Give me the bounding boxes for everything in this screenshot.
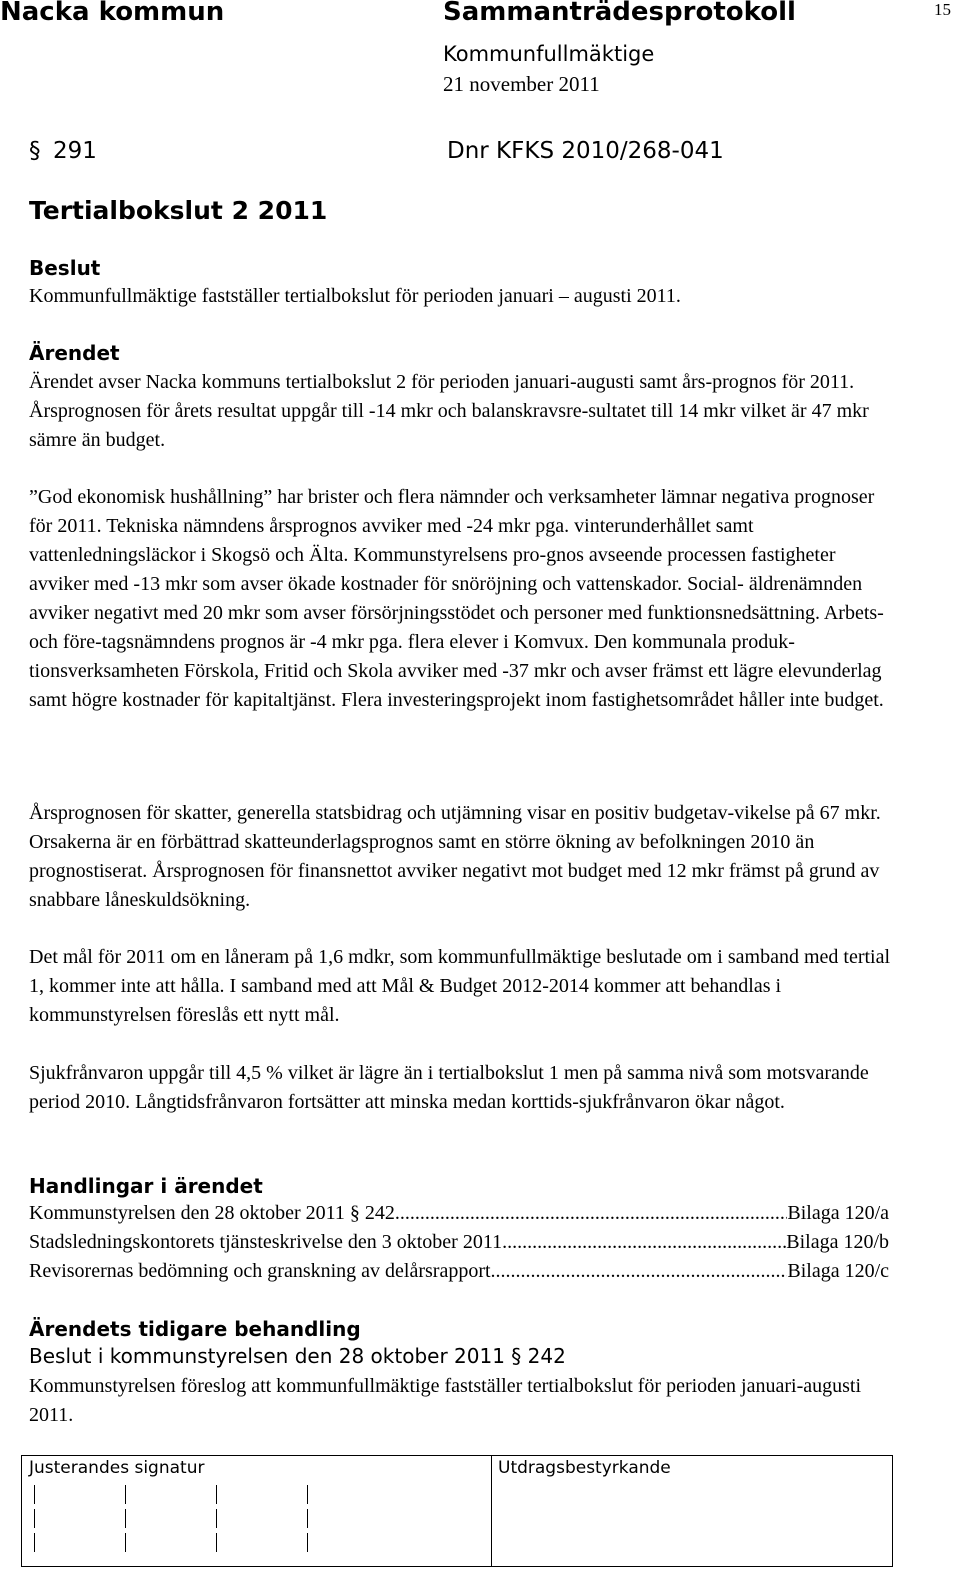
signature-field[interactable] (307, 1485, 308, 1504)
signature-label: Justerandes signatur (29, 1458, 205, 1478)
handling-description: Revisorernas bedömning och granskning av delårsrapport (29, 1260, 491, 1282)
signature-field[interactable] (34, 1533, 35, 1552)
tidigare-subheading: Beslut i kommunstyrelsen den 28 oktober 2011 § 242 (29, 1344, 566, 1368)
item-title: Tertialbokslut 2 2011 (29, 196, 328, 225)
handling-bilaga: Bilaga 120/a (787, 1202, 889, 1224)
handling-description: Stadsledningskontorets tjänsteskrivelse den 3 oktober 2011 (29, 1231, 503, 1253)
signature-field[interactable] (216, 1509, 217, 1528)
signature-field[interactable] (307, 1533, 308, 1552)
organization-name: Nacka kommun (0, 0, 225, 27)
beslut-heading: Beslut (29, 256, 101, 280)
signature-box (21, 1455, 893, 1567)
tidigare-heading: Ärendets tidigare behandling (29, 1317, 361, 1341)
arendet-heading: Ärendet (29, 341, 120, 365)
signature-field[interactable] (216, 1533, 217, 1552)
handling-bilaga: Bilaga 120/b (786, 1231, 889, 1253)
signature-field[interactable] (307, 1509, 308, 1528)
arendet-paragraph-3: Årsprognosen för skatter, generella statsbidrag och utjämning visar en positiv budgetav-vikelse på 67 mkr. Orsakerna är en förbättrad skatteunderlagsprognos samt en större ökning av befolkningen 2010 än prognostiserat. Årsprognosen för finansnettot avviker negativt mot budget med 12 mkr främst på grund av snabbare låneskuldsökning. (29, 802, 881, 911)
handling-description: Kommunstyrelsen den 28 oktober 2011 § 242 (29, 1202, 395, 1224)
paragraph-symbol: § (29, 138, 41, 164)
tidigare-text: Kommunstyrelsen föreslog att kommunfullmäktige fastställer tertialbokslut för perioden januari-augusti 2011. (29, 1375, 862, 1426)
dnr: Dnr KFKS 2010/268-041 (447, 138, 724, 164)
handlingar-heading: Handlingar i ärendet (29, 1174, 263, 1198)
signature-divider (491, 1456, 492, 1566)
handling-bilaga: Bilaga 120/c (787, 1260, 889, 1282)
leader-dots (502, 1231, 786, 1254)
document-type: Sammanträdesprotokoll (443, 0, 796, 27)
handling-row (29, 1231, 889, 1254)
meeting-body: Kommunfullmäktige (443, 42, 655, 66)
extract-label: Utdragsbestyrkande (498, 1458, 671, 1478)
handling-row (29, 1260, 889, 1283)
arendet-paragraph-4: Det mål för 2011 om en låneram på 1,6 mdkr, som kommunfullmäktige beslutade om i samband med tertial 1, kommer inte att hålla. I samband med att Mål & Budget 2012-2014 kommer att behandlas i kommunstyrelsen föreslås ett nytt mål. (29, 946, 891, 1026)
page-number: 15 (934, 0, 951, 19)
signature-field[interactable] (125, 1533, 126, 1552)
arendet-paragraph-1: Ärendet avser Nacka kommuns tertialbokslut 2 för perioden januari-augusti samt års-prognos för 2011. Årsprognosen för årets resultat uppgår till -14 mkr och balanskravsre-sultatet till 14 mkr vilket är 47 mkr sämre än budget. (29, 371, 869, 451)
arendet-paragraph-5: Sjukfrånvaron uppgår till 4,5 % vilket är lägre än i tertialbokslut 1 men på samma nivå som motsvarande period 2010. Långtidsfrånvaron fortsätter att minska medan korttids-sjukfrånvaron ökar något. (29, 1062, 869, 1113)
meeting-date: 21 november 2011 (443, 72, 600, 96)
leader-dots (491, 1260, 788, 1283)
item-number: 291 (53, 138, 97, 164)
signature-field[interactable] (34, 1509, 35, 1528)
signature-field[interactable] (34, 1485, 35, 1504)
signature-field[interactable] (125, 1509, 126, 1528)
handling-row (29, 1202, 889, 1225)
leader-dots (395, 1202, 787, 1225)
beslut-text: Kommunfullmäktige fastställer tertialbokslut för perioden januari – augusti 2011. (29, 285, 681, 307)
signature-field[interactable] (125, 1485, 126, 1504)
signature-field[interactable] (216, 1485, 217, 1504)
arendet-paragraph-2: ”God ekonomisk hushållning” har brister och flera nämnder och verksamheter lämnar negativa prognoser för 2011. Tekniska nämndens årsprognos avviker med -24 mkr pga. vinterunderhållet samt vattenledningsläckor i Skogsö och Älta. Kommunstyrelsens pro-gnos avseende processen fastigheter avviker med -13 mkr som avser ökade kostnader för snöröjning och vattenskador. Social- äldrenämnden avviker negativt med 20 mkr som avser försörjningsstödet och personer med funktionsnedsättning. Arbets- och före-tagsnämndens prognos är -4 mkr pga. flera elever i Komvux. Den kommunala produk-tionsverksamheten Förskola, Fritid och Skola avviker med -37 mkr och avser främst ett lägre elevunderlag samt högre kostnader för kapitaltjänst. Flera investeringsprojekt inom fastighetsområdet håller inte budget. (29, 486, 884, 711)
